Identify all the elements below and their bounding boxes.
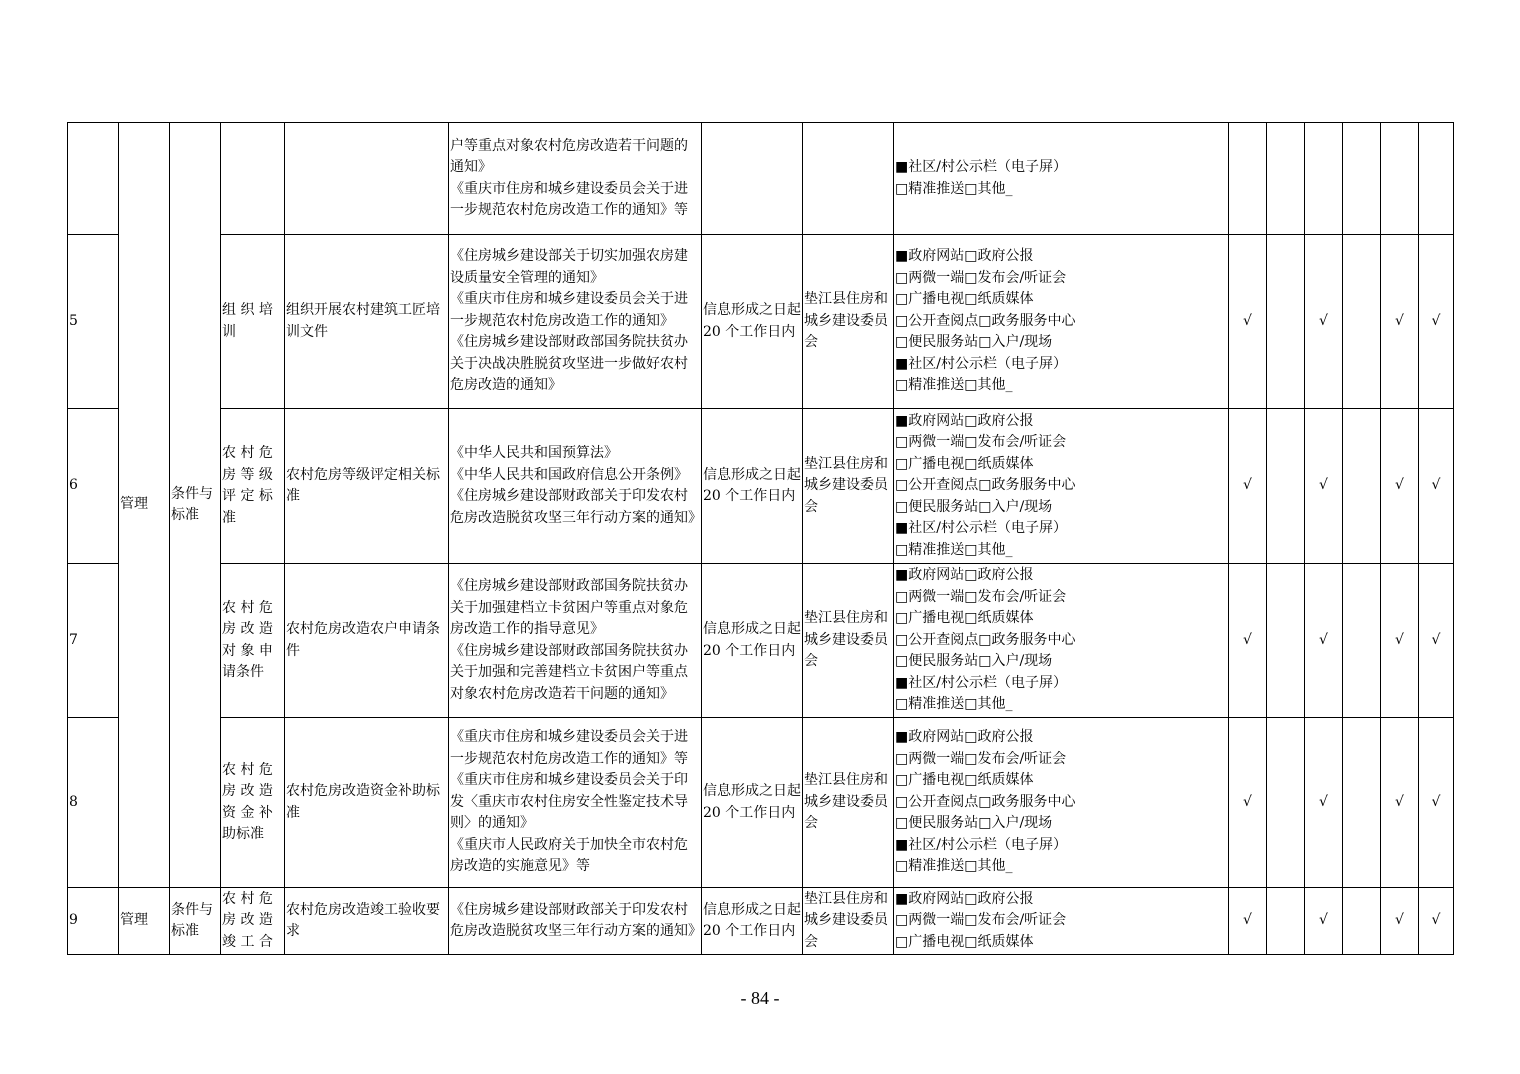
- legal-basis-text: 《重庆市住房和城乡建设委员会关于进一步规范农村危房改造工作的通知》等 《重庆市住房和城乡建设委员会关于印发〈重庆市农村住房安全性鉴定技术导则〉的通知》 《重庆市人民政府关于加快全市农村危房改造的实施意见》等: [450, 729, 688, 875]
- disclosure-channels: [894, 718, 1229, 888]
- check-cell: √: [1419, 235, 1454, 409]
- legal-basis-text: 《住房城乡建设部财政部关于印发农村危房改造脱贫攻坚三年行动方案的通知》: [450, 901, 702, 939]
- channel-line: ■社区/村公示栏（电子屏）: [895, 520, 1067, 537]
- legal-basis-text: 《住房城乡建设部关于切实加强农房建设质量安全管理的通知》 《重庆市住房和城乡建设委员会关于进一步规范农村危房改造工作的通知》 《住房城乡建设部财政部国务院扶贫办关于决战决胜脱贫攻坚进一步做好农村危房改造的通知》: [450, 248, 688, 394]
- disclosure-subject: 垫江县住房和城乡建设委员会: [803, 888, 894, 955]
- page-number: - 84 -: [740, 988, 780, 1008]
- channel-line: □便民服务站□入户/现场: [895, 334, 1053, 351]
- check-cell: √: [1381, 888, 1419, 955]
- item-content: 组织开展农村建筑工匠培训文件: [285, 235, 449, 409]
- channel-line: □两微一端□发布会/听证会: [895, 912, 1067, 929]
- check-cell: √: [1229, 888, 1267, 955]
- check-cell: [1419, 123, 1454, 235]
- check-cell: √: [1305, 409, 1343, 564]
- disclosure-channels: [894, 888, 1229, 955]
- item-name: 农 村 危房 改 造资 金 补助标准: [221, 718, 285, 888]
- check-cell: [1229, 123, 1267, 235]
- item-name: 农 村 危房 改 造对 象 申请条件: [221, 564, 285, 718]
- channel-line: □广播电视□纸质媒体: [895, 455, 1034, 472]
- item-name: 组 织 培训: [221, 235, 285, 409]
- legal-basis: [449, 235, 702, 409]
- channel-line: □公开查阅点□政务服务中心: [895, 312, 1076, 329]
- check-cell: [1267, 123, 1305, 235]
- channel-line: □公开查阅点□政务服务中心: [895, 793, 1076, 810]
- check-cell: √: [1381, 235, 1419, 409]
- policy-disclosure-table: [67, 122, 1454, 955]
- check-cell: √: [1381, 564, 1419, 718]
- item-content: [285, 123, 449, 235]
- category-level2: 条件与标准: [170, 123, 221, 888]
- legal-basis-text: 《中华人民共和国预算法》 《中华人民共和国政府信息公开条例》 《住房城乡建设部财政部关于印发农村危房改造脱贫攻坚三年行动方案的通知》: [450, 445, 702, 526]
- check-cell: √: [1305, 888, 1343, 955]
- check-cell: [1267, 718, 1305, 888]
- row-number: 8: [68, 718, 119, 888]
- channel-line: □广播电视□纸质媒体: [895, 772, 1034, 789]
- table-row: [68, 123, 1454, 235]
- channel-line: ■社区/村公示栏（电子屏）: [895, 836, 1067, 853]
- item-content: 农村危房改造资金补助标准: [285, 718, 449, 888]
- channel-line: □广播电视□纸质媒体: [895, 610, 1034, 627]
- disclosure-channels: [894, 409, 1229, 564]
- check-cell: [1343, 409, 1381, 564]
- check-cell: √: [1305, 718, 1343, 888]
- row-number: 7: [68, 564, 119, 718]
- disclosure-deadline: 信息形成之日起 20 个工作日内: [702, 564, 803, 718]
- item-content: 农村危房改造农户申请条件: [285, 564, 449, 718]
- check-cell: √: [1229, 409, 1267, 564]
- channel-line: ■社区/村公示栏（电子屏）: [895, 355, 1067, 372]
- check-cell: √: [1419, 564, 1454, 718]
- row-number: 9: [68, 888, 119, 955]
- check-cell: √: [1381, 718, 1419, 888]
- row-number: [68, 123, 119, 235]
- check-cell: √: [1305, 235, 1343, 409]
- row-number: 5: [68, 235, 119, 409]
- channel-line: ■政府网站□政府公报: [895, 729, 1034, 746]
- disclosure-deadline: 信息形成之日起 20 个工作日内: [702, 718, 803, 888]
- disclosure-deadline: 信息形成之日起 20 个工作日内: [702, 888, 803, 955]
- channel-line: □两微一端□发布会/听证会: [895, 269, 1067, 286]
- channel-line: ■政府网站□政府公报: [895, 890, 1034, 907]
- check-cell: √: [1229, 564, 1267, 718]
- check-cell: √: [1381, 409, 1419, 564]
- check-cell: √: [1419, 409, 1454, 564]
- check-cell: √: [1229, 235, 1267, 409]
- legal-basis-text: 户等重点对象农村危房改造若干问题的通知》 《重庆市住房和城乡建设委员会关于进一步规范农村危房改造工作的通知》等: [450, 137, 688, 218]
- channel-line: □精准推送□其他_: [895, 377, 1013, 394]
- check-cell: [1343, 564, 1381, 718]
- channel-line: □精准推送□其他_: [895, 858, 1013, 875]
- category-level1: 管理: [119, 888, 170, 955]
- check-cell: √: [1419, 718, 1454, 888]
- table-row: [68, 888, 1454, 955]
- table-row: [68, 235, 1454, 409]
- disclosure-subject: 垫江县住房和城乡建设委员会: [803, 718, 894, 888]
- check-cell: [1267, 888, 1305, 955]
- check-cell: [1305, 123, 1343, 235]
- channel-line: □广播电视□纸质媒体: [895, 291, 1034, 308]
- legal-basis: [449, 718, 702, 888]
- disclosure-subject: 垫江县住房和城乡建设委员会: [803, 409, 894, 564]
- item-name: 农 村 危房 等 级评 定 标准: [221, 409, 285, 564]
- channel-line: ■政府网站□政府公报: [895, 248, 1034, 265]
- check-cell: [1343, 235, 1381, 409]
- channel-line: □两微一端□发布会/听证会: [895, 588, 1067, 605]
- check-cell: [1267, 235, 1305, 409]
- item-name: 农 村 危房 改 造竣 工 合: [221, 888, 285, 955]
- channel-line: □广播电视□纸质媒体: [895, 933, 1034, 950]
- disclosure-subject: 垫江县住房和城乡建设委员会: [803, 235, 894, 409]
- channel-line: □精准推送□其他_: [895, 180, 1013, 197]
- disclosure-channels: [894, 235, 1229, 409]
- check-cell: [1343, 888, 1381, 955]
- channel-line: □精准推送□其他_: [895, 541, 1013, 558]
- channel-line: □便民服务站□入户/现场: [895, 498, 1053, 515]
- channel-line: □公开查阅点□政务服务中心: [895, 477, 1076, 494]
- item-content: 农村危房改造竣工验收要求: [285, 888, 449, 955]
- legal-basis: [449, 123, 702, 235]
- disclosure-deadline: [702, 123, 803, 235]
- check-cell: √: [1305, 564, 1343, 718]
- channel-line: ■社区/村公示栏（电子屏）: [895, 674, 1067, 691]
- check-cell: [1381, 123, 1419, 235]
- disclosure-channels: [894, 123, 1229, 235]
- channel-line: □便民服务站□入户/现场: [895, 653, 1053, 670]
- disclosure-subject: 垫江县住房和城乡建设委员会: [803, 564, 894, 718]
- disclosure-channels: [894, 564, 1229, 718]
- legal-basis: [449, 564, 702, 718]
- channel-line: □便民服务站□入户/现场: [895, 815, 1053, 832]
- legal-basis: [449, 409, 702, 564]
- disclosure-deadline: 信息形成之日起 20 个工作日内: [702, 409, 803, 564]
- table-row: [68, 718, 1454, 888]
- check-cell: √: [1229, 718, 1267, 888]
- legal-basis: [449, 888, 702, 955]
- item-content: 农村危房等级评定相关标准: [285, 409, 449, 564]
- check-cell: [1343, 123, 1381, 235]
- check-cell: [1267, 409, 1305, 564]
- channel-line: ■政府网站□政府公报: [895, 412, 1034, 429]
- disclosure-deadline: 信息形成之日起 20 个工作日内: [702, 235, 803, 409]
- category-level2: 条件与标准: [170, 888, 221, 955]
- check-cell: [1267, 564, 1305, 718]
- disclosure-subject: [803, 123, 894, 235]
- channel-line: □两微一端□发布会/听证会: [895, 434, 1067, 451]
- row-number: 6: [68, 409, 119, 564]
- channel-line: ■政府网站□政府公报: [895, 567, 1034, 584]
- channel-line: □两微一端□发布会/听证会: [895, 750, 1067, 767]
- check-cell: √: [1419, 888, 1454, 955]
- channel-line: □公开查阅点□政务服务中心: [895, 631, 1076, 648]
- table-row: [68, 564, 1454, 718]
- channel-line: □精准推送□其他_: [895, 696, 1013, 713]
- legal-basis-text: 《住房城乡建设部财政部国务院扶贫办关于加强建档立卡贫困户等重点对象危房改造工作的指导意见》 《住房城乡建设部财政部国务院扶贫办关于加强和完善建档立卡贫困户等重点对象农村危房改造若干问题的通知》: [450, 578, 688, 702]
- check-cell: [1343, 718, 1381, 888]
- category-level1: 管理: [119, 123, 170, 888]
- table-row: [68, 409, 1454, 564]
- item-name: [221, 123, 285, 235]
- channel-line: ■社区/村公示栏（电子屏）: [895, 159, 1067, 175]
